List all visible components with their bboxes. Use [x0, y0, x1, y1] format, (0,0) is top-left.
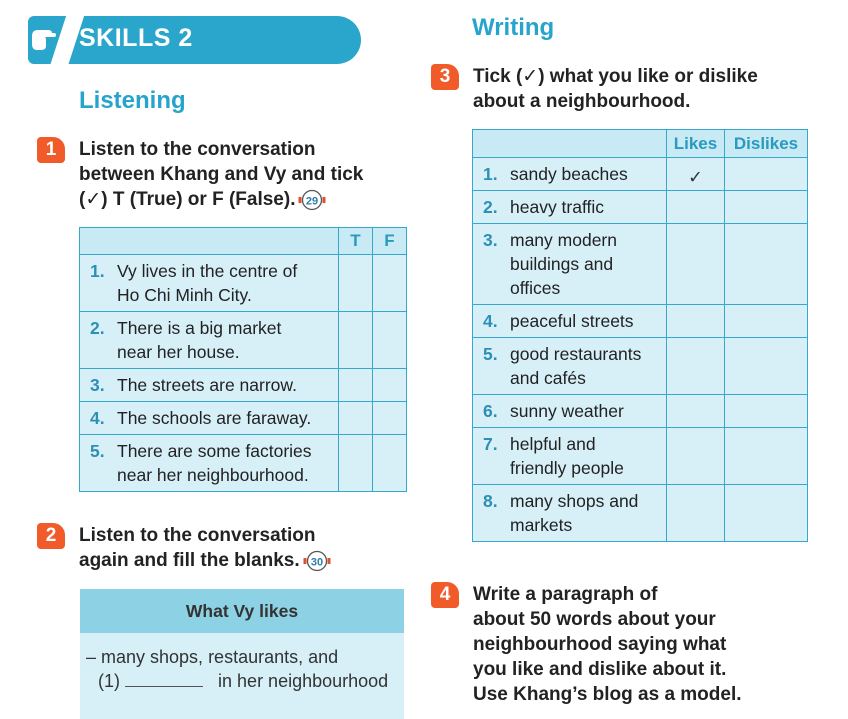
- true-false-table: [79, 227, 407, 492]
- ld-row-5: [473, 338, 667, 395]
- row-text: heavy traffic: [510, 197, 605, 217]
- ex4-line3: neighbourhood saying what: [473, 634, 727, 655]
- row-number: 2.: [483, 197, 498, 217]
- statement-text: There is a big market: [117, 318, 282, 338]
- listening-heading: Listening: [79, 87, 186, 114]
- statement-text: The streets are narrow.: [117, 375, 297, 395]
- row-number: 4.: [90, 408, 105, 428]
- ex1-line1: Listen to the conversation: [79, 139, 316, 160]
- statement-text: There are some factories: [117, 441, 312, 461]
- row-text: sunny weather: [510, 401, 624, 421]
- row-number: 1.: [90, 261, 105, 281]
- exercise-4-instruction: [473, 582, 742, 707]
- blank-number: (1): [98, 671, 120, 691]
- tf-row-2: [80, 312, 339, 369]
- ld-row-7: [473, 428, 667, 485]
- likes-check-5[interactable]: [667, 338, 725, 395]
- ex2-line2-text: again and fill the blanks.: [79, 550, 300, 571]
- answer-f-1[interactable]: [373, 255, 407, 312]
- likes-check-4[interactable]: [667, 305, 725, 338]
- statement-text: Vy lives in the centre of: [117, 261, 298, 281]
- what-vy-likes-title: What Vy likes: [80, 589, 404, 633]
- ld-row-8: [473, 485, 667, 542]
- row-text-cont: markets: [510, 515, 573, 535]
- writing-heading: Writing: [472, 14, 555, 41]
- row-number: 3.: [483, 230, 498, 250]
- likes-check-7[interactable]: [667, 428, 725, 485]
- col-false: F: [373, 228, 407, 255]
- dislikes-check-4[interactable]: [725, 305, 808, 338]
- dislikes-check-5[interactable]: [725, 338, 808, 395]
- answer-t-2[interactable]: [339, 312, 373, 369]
- exercise-3-badge: 3: [431, 64, 459, 90]
- row-text-cont: and cafés: [510, 368, 586, 388]
- likes-dislikes-table: [472, 129, 808, 542]
- ld-row-3: [473, 224, 667, 305]
- ex2-line2: [79, 548, 332, 573]
- ld-row-1: [473, 158, 667, 191]
- row-text-cont: offices: [510, 278, 561, 298]
- dislikes-check-8[interactable]: [725, 485, 808, 542]
- ex4-line2: about 50 words about your: [473, 609, 716, 630]
- col-likes: Likes: [667, 130, 725, 158]
- col-dislikes: Dislikes: [725, 130, 808, 158]
- exercise-1-badge: 1: [37, 137, 65, 163]
- answer-t-1[interactable]: [339, 255, 373, 312]
- row-text: many shops and: [510, 491, 639, 511]
- dislikes-check-6[interactable]: [725, 395, 808, 428]
- answer-t-4[interactable]: [339, 402, 373, 435]
- row-number: 4.: [483, 311, 498, 331]
- statement-text-cont: near her house.: [117, 342, 240, 362]
- exercise-3-instruction: [473, 64, 758, 114]
- dislikes-check-1[interactable]: [725, 158, 808, 191]
- exercise-2-instruction: [79, 523, 332, 573]
- answer-t-3[interactable]: [339, 369, 373, 402]
- answer-f-2[interactable]: [373, 312, 407, 369]
- row-text-cont: buildings and: [510, 254, 614, 274]
- row-number: 6.: [483, 401, 498, 421]
- ex1-line3-text: (✓) T (True) or F (False).: [79, 189, 296, 210]
- statement-text: The schools are faraway.: [117, 408, 312, 428]
- pointing-hand-icon: [28, 24, 60, 56]
- statement-text-cont: near her neighbourhood.: [117, 465, 309, 485]
- ex3-line1: Tick (✓) what you like or dislike: [473, 66, 758, 87]
- likes-item-1-cont: [98, 671, 388, 692]
- ex2-line1: Listen to the conversation: [79, 525, 316, 546]
- audio-track-30: 30: [310, 556, 323, 569]
- ex4-line1: Write a paragraph of: [473, 584, 658, 605]
- exercise-2-badge: 2: [37, 523, 65, 549]
- likes-check-2[interactable]: [667, 191, 725, 224]
- ld-row-4: [473, 305, 667, 338]
- row-text: helpful and: [510, 434, 596, 454]
- answer-f-3[interactable]: [373, 369, 407, 402]
- likes-check-8[interactable]: [667, 485, 725, 542]
- row-text: good restaurants: [510, 344, 642, 364]
- ex3-line2: about a neighbourhood.: [473, 91, 691, 112]
- row-number: 7.: [483, 434, 498, 454]
- likes-check-1[interactable]: ✓: [667, 158, 725, 191]
- row-number: 1.: [483, 164, 498, 184]
- ld-header-blank: [473, 130, 667, 158]
- audio-track-29: 29: [306, 195, 319, 208]
- tf-row-1: [80, 255, 339, 312]
- likes-check-3[interactable]: [667, 224, 725, 305]
- statement-text-cont: Ho Chi Minh City.: [117, 285, 252, 305]
- exercise-4-badge: 4: [431, 582, 459, 608]
- dislikes-check-2[interactable]: [725, 191, 808, 224]
- tf-row-4: [80, 402, 339, 435]
- col-true: T: [339, 228, 373, 255]
- dislikes-check-7[interactable]: [725, 428, 808, 485]
- audio-track-icon[interactable]: [297, 189, 327, 211]
- row-number: 8.: [483, 491, 498, 511]
- row-text: many modern: [510, 230, 617, 250]
- blank-input[interactable]: [125, 686, 203, 687]
- exercise-1-instruction: [79, 137, 363, 212]
- row-text: sandy beaches: [510, 164, 628, 184]
- tf-row-3: [80, 369, 339, 402]
- answer-f-4[interactable]: [373, 402, 407, 435]
- row-number: 3.: [90, 375, 105, 395]
- ld-row-6: [473, 395, 667, 428]
- answer-f-5[interactable]: [373, 435, 407, 492]
- ex4-line4: you like and dislike about it.: [473, 659, 727, 680]
- tf-header-blank: [80, 228, 339, 255]
- ld-row-2: [473, 191, 667, 224]
- ex1-line3: [79, 187, 363, 212]
- row-text: peaceful streets: [510, 311, 634, 331]
- row-text-cont: friendly people: [510, 458, 624, 478]
- likes-item-1-tail: in her neighbourhood: [218, 671, 389, 691]
- ex1-line2: between Khang and Vy and tick: [79, 164, 364, 185]
- answer-t-5[interactable]: [339, 435, 373, 492]
- audio-track-icon[interactable]: [302, 550, 332, 572]
- row-number: 5.: [90, 441, 105, 461]
- row-number: 2.: [90, 318, 105, 338]
- tf-row-5: [80, 435, 339, 492]
- row-number: 5.: [483, 344, 498, 364]
- ex4-line5: Use Khang’s blog as a model.: [473, 684, 742, 705]
- dislikes-check-3[interactable]: [725, 224, 808, 305]
- banner-title: SKILLS 2: [79, 24, 193, 52]
- likes-check-6[interactable]: [667, 395, 725, 428]
- likes-item-1: – many shops, restaurants, and: [86, 647, 339, 667]
